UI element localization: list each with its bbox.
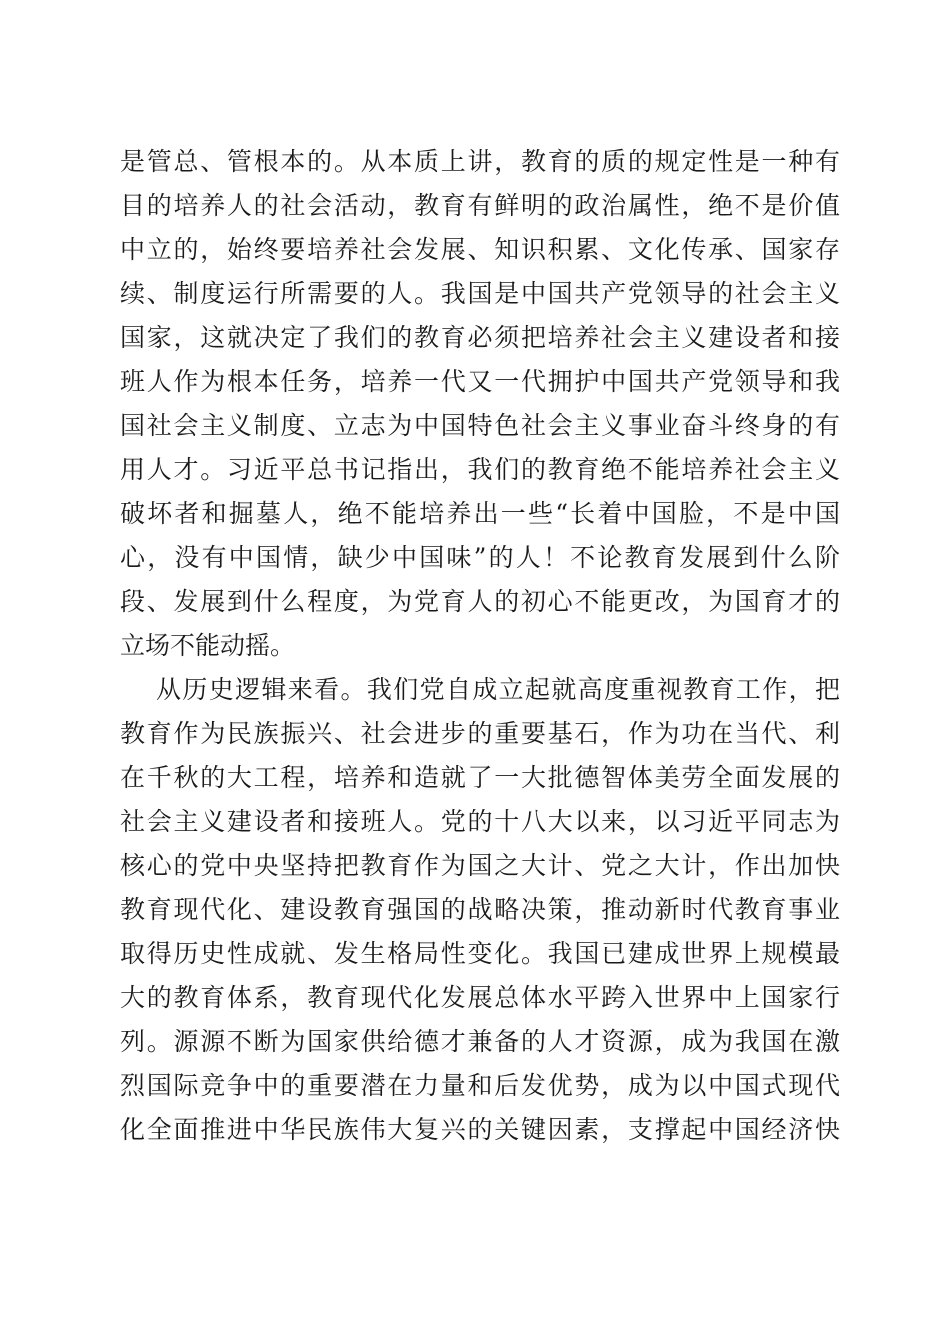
text-line: 从历史逻辑来看。我们党自成立起就高度重视教育工作，把 [156,675,840,704]
text-line: 列。源源不断为国家供给德才兼备的人才资源，成为我国在激 [120,1027,840,1056]
text-line: 教育现代化、建设教育强国的战略决策，推动新时代教育事业 [120,895,840,924]
text-line: 目的培养人的社会活动，教育有鲜明的政治属性，绝不是价值 [120,191,840,220]
text-line: 核心的党中央坚持把教育作为国之大计、党之大计，作出加快 [120,851,840,880]
body-text [120,140,840,1152]
text-line: 立场不能动摇。 [120,631,296,660]
text-line: 取得历史性成就、发生格局性变化。我国已建成世界上规模最 [120,939,840,968]
text-line: 大的教育体系，教育现代化发展总体水平跨入世界中上国家行 [120,983,840,1012]
text-line: 用人才。习近平总书记指出，我们的教育绝不能培养社会主义 [120,455,840,484]
text-line: 心，没有中国情，缺少中国味”的人！不论教育发展到什么阶 [120,543,840,572]
text-line: 国家，这就决定了我们的教育必须把培养社会主义建设者和接 [120,323,840,352]
text-line: 在千秋的大工程，培养和造就了一大批德智体美劳全面发展的 [120,763,840,792]
text-line: 教育作为民族振兴、社会进步的重要基石，作为功在当代、利 [120,719,840,748]
text-line: 续、制度运行所需要的人。我国是中国共产党领导的社会主义 [120,279,840,308]
text-line: 段、发展到什么程度，为党育人的初心不能更改，为国育才的 [120,587,840,616]
text-line: 班人作为根本任务，培养一代又一代拥护中国共产党领导和我 [120,367,840,396]
text-line: 化全面推进中华民族伟大复兴的关键因素，支撑起中国经济快 [120,1115,840,1144]
text-line: 社会主义建设者和接班人。党的十八大以来，以习近平同志为 [120,807,840,836]
text-line: 中立的，始终要培养社会发展、知识积累、文化传承、国家存 [120,235,840,264]
text-line: 是管总、管根本的。从本质上讲，教育的质的规定性是一种有 [120,147,840,176]
text-line: 烈国际竞争中的重要潜在力量和后发优势，成为以中国式现代 [120,1071,840,1100]
text-line: 破坏者和掘墓人，绝不能培养出一些“长着中国脸，不是中国 [120,499,840,528]
text-line: 国社会主义制度、立志为中国特色社会主义事业奋斗终身的有 [120,411,840,440]
